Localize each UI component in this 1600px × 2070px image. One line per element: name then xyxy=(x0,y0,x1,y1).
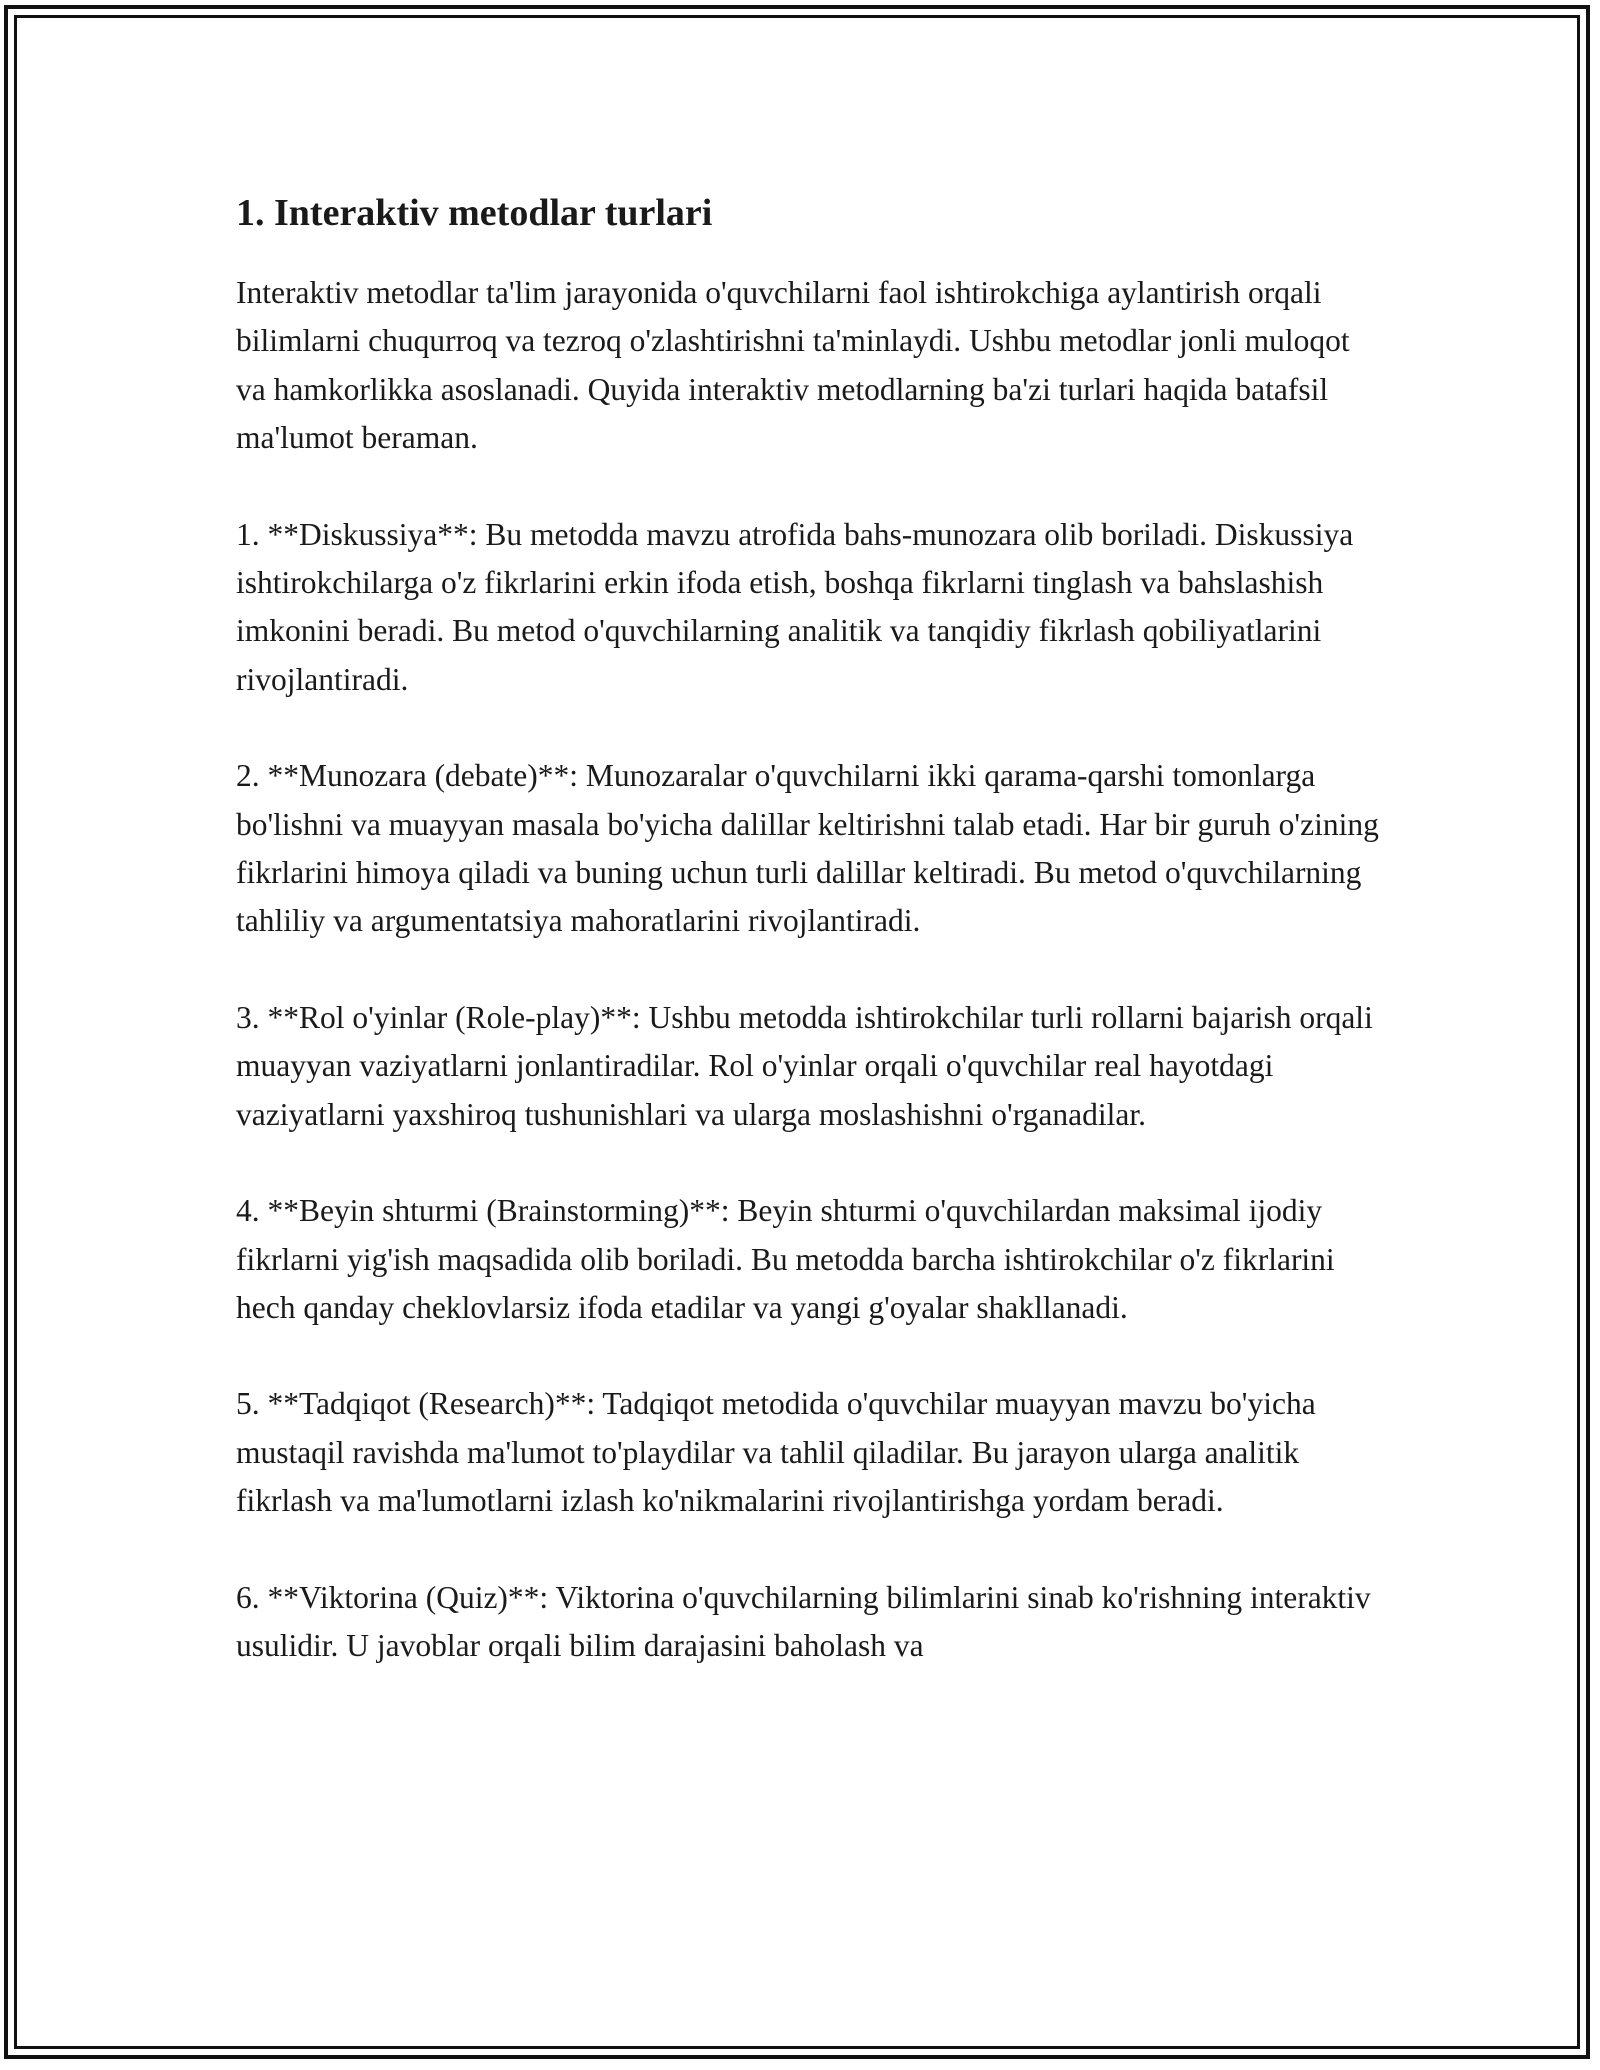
paragraph-rol-oyinlar: 3. **Rol o'yinlar (Role-play)**: Ushbu metodda ishtirokchilar turli rollarni bajarish orqali muayyan vaziyatlarni jonlantiradilar. Rol o'yinlar orqali o'quvchilar real hayotdagi vaziyatlarni yaxshiroq tushunishlari va ularga moslashishni o'rganadilar. xyxy=(236,999,1373,1132)
paragraph-beyin-shturmi: 4. **Beyin shturmi (Brainstorming)**: Beyin shturmi o'quvchilardan maksimal ijodiy fikrlarni yig'ish maqsadida olib boriladi. Bu metodda barcha ishtirokchilar o'z fikrlarini hech qanday cheklovlarsiz ifoda etadilar va yangi g'oyalar shakllanadi. xyxy=(236,1193,1335,1325)
paragraph-diskussiya: 1. **Diskussiya**: Bu metodda mavzu atrofida bahs-munozara olib boriladi. Diskussiya ishtirokchilarga o'z fikrlarini erkin ifoda etish, boshqa fikrlarni tinglash va bahslashish imkonini beradi. Bu metod o'quvchilarning analitik va tanqidiy fikrlash qobiliyatlarini rivojlantiradi. xyxy=(236,516,1354,697)
paragraph-tadqiqot: 5. **Tadqiqot (Research)**: Tadqiqot metodida o'quvchilar muayyan mavzu bo'yicha mustaqil ravishda ma'lumot to'playdilar va tahlil qiladilar. Bu jarayon ularga analitik fikrlash va ma'lumotlarni izlash ko'nikmalarini rivojlantirishga yordam beradi. xyxy=(236,1386,1316,1519)
document-body xyxy=(236,183,1386,1718)
document-title: 1. Interaktiv metodlar turlari xyxy=(236,192,713,234)
intro-paragraph: Interaktiv metodlar ta'lim jarayonida o'quvchilarni faol ishtirokchiga aylantirish orqali bilimlarni chuqurroq va tezroq o'zlashtirishni ta'minlaydi. Ushbu metodlar jonli muloqot va hamkorlikka asoslanadi. Quyida interaktiv metodlarning ba'zi turlari haqida batafsil ma'lumot beraman. xyxy=(236,275,1350,456)
paragraph-viktorina: 6. **Viktorina (Quiz)**: Viktorina o'quvchilarning bilimlarini sinab ko'rishning interaktiv usulidir. U javoblar orqali bilim darajasini baholash va xyxy=(236,1579,1371,1663)
paragraph-munozara: 2. **Munozara (debate)**: Munozaralar o'quvchilarni ikki qarama-qarshi tomonlarga bo'lishni va muayyan masala bo'yicha dalillar keltirishni talab etadi. Har bir guruh o'zining fikrlarini himoya qiladi va buning uchun turli dalillar keltiradi. Bu metod o'quvchilarning tahliliy va argumentatsiya mahoratlarini rivojlantiradi. xyxy=(236,758,1379,939)
